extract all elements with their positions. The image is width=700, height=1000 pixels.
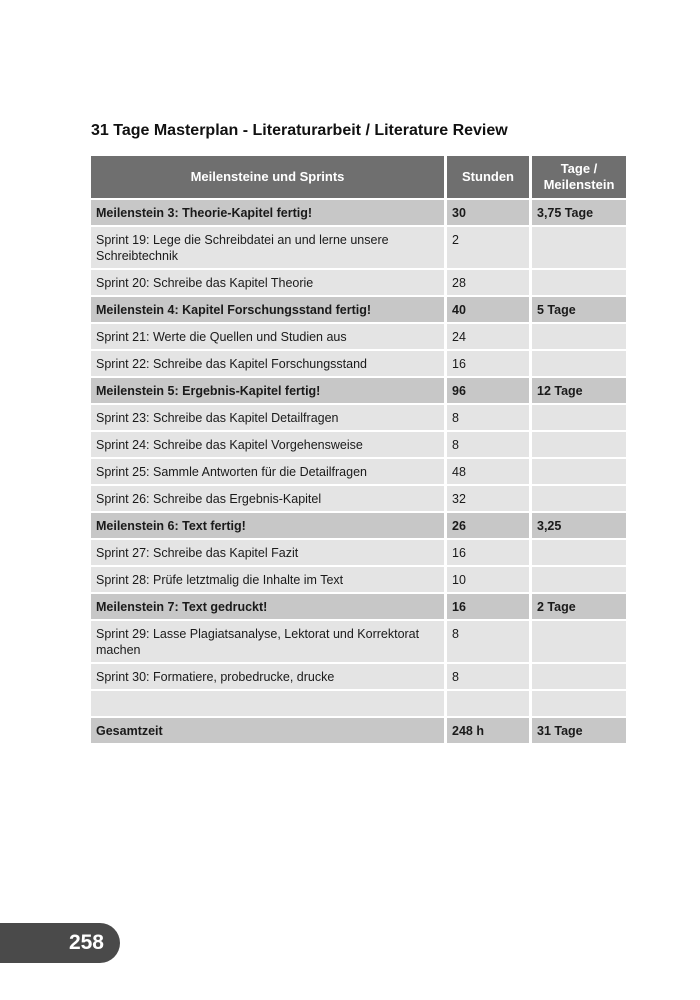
sprint-row: [91, 540, 626, 567]
sprint-row: [91, 227, 626, 270]
days-cell: 2 Tage: [532, 594, 626, 621]
hours-cell: 8: [447, 405, 532, 432]
sprint-row: [91, 621, 626, 664]
hours-cell: 96: [447, 378, 532, 405]
header-days-per-milestone: Tage / Meilenstein: [532, 156, 626, 200]
task-cell: Sprint 22: Schreibe das Kapitel Forschungsstand: [91, 351, 447, 378]
task-cell: Sprint 25: Sammle Antworten für die Detailfragen: [91, 459, 447, 486]
hours-cell: 40: [447, 297, 532, 324]
task-cell: [91, 691, 447, 718]
task-cell: Meilenstein 3: Theorie-Kapitel fertig!: [91, 200, 447, 227]
task-cell: Sprint 24: Schreibe das Kapitel Vorgehensweise: [91, 432, 447, 459]
milestone-row: [91, 297, 626, 324]
table-body: [91, 200, 626, 745]
days-cell: [532, 691, 626, 718]
hours-cell: [447, 691, 532, 718]
task-cell: Gesamtzeit: [91, 718, 447, 745]
milestone-row: [91, 594, 626, 621]
table-header: [91, 156, 626, 200]
task-cell: Meilenstein 4: Kapitel Forschungsstand fertig!: [91, 297, 447, 324]
empty-row: [91, 691, 626, 718]
hours-cell: 248 h: [447, 718, 532, 745]
task-cell: Sprint 20: Schreibe das Kapitel Theorie: [91, 270, 447, 297]
task-cell: Sprint 29: Lasse Plagiatsanalyse, Lektorat und Korrektorat machen: [91, 621, 447, 664]
hours-cell: 26: [447, 513, 532, 540]
task-cell: Sprint 30: Formatiere, probedrucke, drucke: [91, 664, 447, 691]
page-number: 258: [68, 931, 104, 954]
days-cell: [532, 227, 626, 270]
sprint-row: [91, 459, 626, 486]
hours-cell: 32: [447, 486, 532, 513]
hours-cell: 30: [447, 200, 532, 227]
header-milestones-sprints: Meilensteine und Sprints: [91, 156, 447, 200]
days-cell: [532, 486, 626, 513]
task-cell: Sprint 21: Werte die Quellen und Studien aus: [91, 324, 447, 351]
hours-cell: 8: [447, 664, 532, 691]
days-cell: 3,25: [532, 513, 626, 540]
days-cell: [532, 459, 626, 486]
task-cell: Sprint 28: Prüfe letztmalig die Inhalte im Text: [91, 567, 447, 594]
task-cell: Sprint 26: Schreibe das Ergebnis-Kapitel: [91, 486, 447, 513]
task-cell: Meilenstein 7: Text gedruckt!: [91, 594, 447, 621]
days-cell: [532, 567, 626, 594]
sprint-row: [91, 324, 626, 351]
sprint-row: [91, 664, 626, 691]
sprint-row: [91, 270, 626, 297]
hours-cell: 28: [447, 270, 532, 297]
days-cell: [532, 405, 626, 432]
masterplan-table: [91, 156, 626, 745]
days-cell: [532, 270, 626, 297]
task-cell: Meilenstein 6: Text fertig!: [91, 513, 447, 540]
days-cell: [532, 432, 626, 459]
sprint-row: [91, 486, 626, 513]
hours-cell: 16: [447, 351, 532, 378]
sprint-row: [91, 432, 626, 459]
milestone-row: [91, 378, 626, 405]
days-cell: [532, 664, 626, 691]
hours-cell: 24: [447, 324, 532, 351]
days-cell: [532, 540, 626, 567]
sprint-row: [91, 351, 626, 378]
hours-cell: 8: [447, 621, 532, 664]
sprint-row: [91, 405, 626, 432]
task-cell: Sprint 19: Lege die Schreibdatei an und lerne unsere Schreibtechnik: [91, 227, 447, 270]
sprint-row: [91, 567, 626, 594]
task-cell: Sprint 23: Schreibe das Kapitel Detailfragen: [91, 405, 447, 432]
milestone-row: [91, 200, 626, 227]
milestone-row: [91, 513, 626, 540]
hours-cell: 48: [447, 459, 532, 486]
header-row: [91, 156, 626, 200]
days-cell: 5 Tage: [532, 297, 626, 324]
hours-cell: 2: [447, 227, 532, 270]
days-cell: [532, 351, 626, 378]
task-cell: Sprint 27: Schreibe das Kapitel Fazit: [91, 540, 447, 567]
days-cell: [532, 324, 626, 351]
hours-cell: 16: [447, 594, 532, 621]
page-title: 31 Tage Masterplan - Literaturarbeit / Literature Review: [91, 122, 508, 139]
page-number-badge: [0, 923, 120, 963]
header-hours: Stunden: [447, 156, 532, 200]
hours-cell: 8: [447, 432, 532, 459]
days-cell: [532, 621, 626, 664]
days-cell: 31 Tage: [532, 718, 626, 745]
days-cell: 12 Tage: [532, 378, 626, 405]
hours-cell: 16: [447, 540, 532, 567]
total-row: [91, 718, 626, 745]
hours-cell: 10: [447, 567, 532, 594]
task-cell: Meilenstein 5: Ergebnis-Kapitel fertig!: [91, 378, 447, 405]
days-cell: 3,75 Tage: [532, 200, 626, 227]
